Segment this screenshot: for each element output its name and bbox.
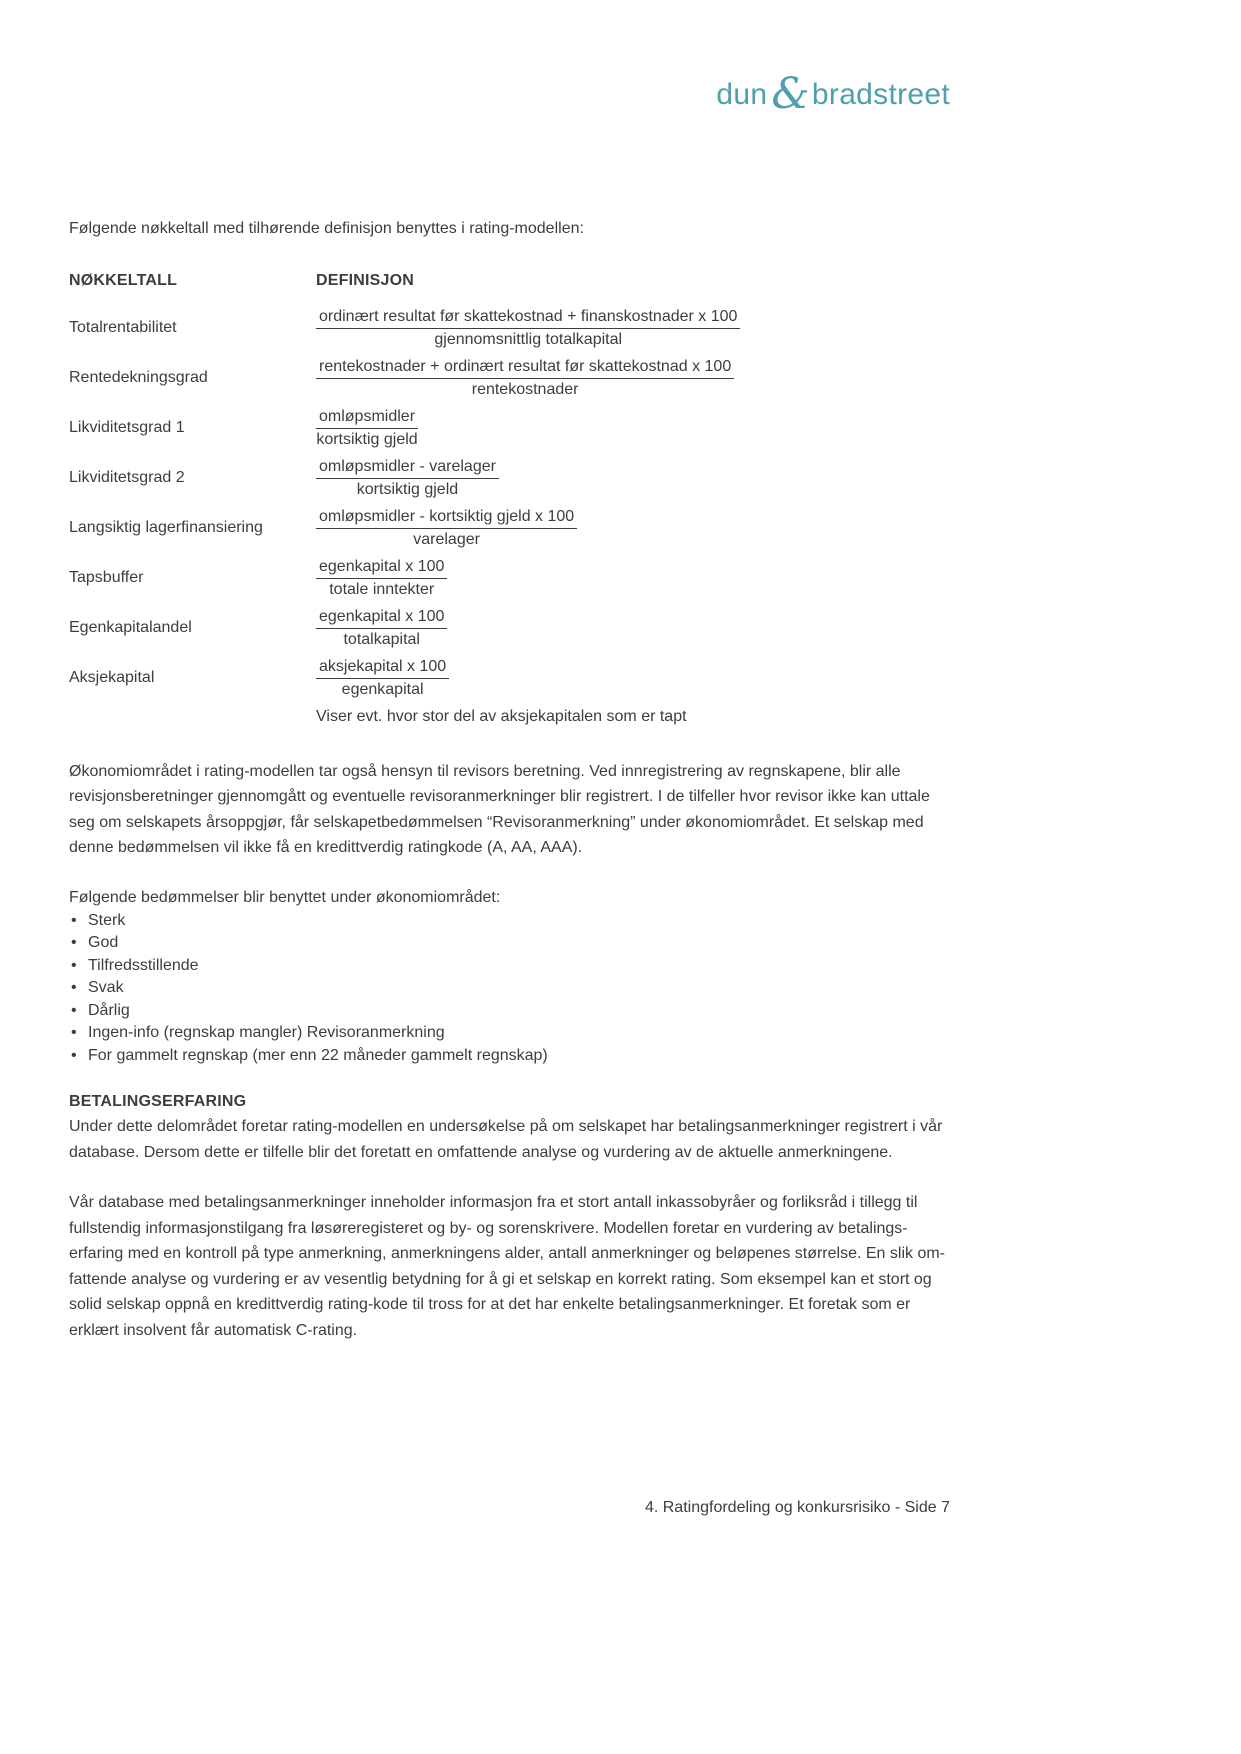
assessment-item [69,910,950,933]
ratio-row [69,556,950,600]
logo-word-dun: dun [716,78,768,111]
assessment-item-label: Ingen-info (regnskap mangler) Revisoranmerkning [88,1024,445,1041]
ratio-label: Likviditetsgrad 2 [69,469,185,486]
assessment-item-label: Sterk [88,911,126,929]
assessment-item [69,1045,950,1068]
fraction-numerator: omløpsmidler - kortsiktig gjeld x 100 [316,506,577,529]
ratio-label: Langsiktig lagerfinansiering [69,519,263,536]
ratio-fraction [316,406,418,450]
ratio-table-header [69,272,950,290]
column-header-nokkeltall: NØKKELTALL [69,271,178,289]
ratio-label: Aksjekapital [69,669,155,686]
aksjekapital-note-row [69,706,950,727]
assessment-item [69,1000,950,1023]
fraction-numerator: ordinært resultat før skattekostnad + finanskostnader x 100 [316,306,740,329]
fraction-denominator: varelager [413,530,480,548]
assessment-list-intro: Følgende bedømmelser blir benyttet under økonomiområdet: [69,888,501,906]
ratio-rows [69,306,950,700]
assessment-item [69,1022,950,1045]
assessment-item-label: For gammelt regnskap (mer enn 22 måneder gammelt regnskap) [88,1046,548,1064]
ratio-label: Tapsbuffer [69,569,144,586]
ratio-row [69,406,950,450]
assessment-item-label: Tilfredsstillende [88,956,199,974]
ratio-fraction [316,506,577,550]
bullet-icon: • [71,1024,77,1041]
ratio-label: Egenkapitalandel [69,619,192,636]
page-footer: 4. Ratingfordeling og konkursrisiko - Side 7 [644,1499,950,1516]
ratio-label: Rentedekningsgrad [69,369,208,386]
ratio-label: Totalrentabilitet [69,319,177,336]
economy-paragraph: Økonomiområdet i rating-modellen tar også hensyn til revisors beretning. Ved innregistrering av regnskapene, blir alle revisjonsberetninger gjennomgått og eventuelle revisoranmerkninger blir registrert. I de tilfeller hvor revisor ikke kan uttale seg om selskapets årsoppgjør, får selskapetbedømmelsen “Revisoranmerkning” under økonomiområdet. Et selskap med denne bedømmelsen vil ikke få en kredittverdig ratingkode (A, AA, AAA). [69,762,930,856]
fraction-denominator: rentekostnader [471,380,579,398]
fraction-denominator: egenkapital [341,680,424,698]
assessment-list [69,910,950,1068]
assessment-item [69,977,950,1000]
ratio-row [69,506,950,550]
note-spacer [69,706,316,727]
ratio-fraction [316,656,449,700]
fraction-numerator: rentekostnader + ordinært resultat før skattekostnad x 100 [316,356,734,379]
aksjekapital-note: Viser evt. hvor stor del av aksjekapitalen som er tapt [316,707,687,725]
bullet-icon: • [71,911,77,929]
logo-ampersand-icon: & [771,69,810,119]
fraction-denominator: kortsiktig gjeld [316,430,418,448]
bullet-icon: • [71,934,77,951]
ratio-fraction [316,456,499,500]
page-content [69,0,950,1343]
ratio-fraction [316,356,734,400]
assessment-item [69,932,950,955]
logo-word-bradstreet: bradstreet [811,78,950,111]
ratio-row [69,306,950,350]
assessment-item-label: Dårlig [88,1001,130,1019]
fraction-denominator: totalkapital [343,630,420,648]
fraction-numerator: omløpsmidler [316,406,418,429]
ratio-label: Likviditetsgrad 1 [69,419,185,436]
fraction-denominator: totale inntekter [329,580,435,598]
fraction-numerator: aksjekapital x 100 [316,656,449,679]
assessment-item-label: Svak [88,979,124,996]
fraction-numerator: omløpsmidler - varelager [316,456,499,479]
assessment-item-label: God [88,934,119,951]
bullet-icon: • [71,956,77,974]
fraction-denominator: kortsiktig gjeld [356,480,459,498]
ratio-fraction [316,606,447,650]
ratio-fraction [316,306,740,350]
ratio-row [69,606,950,650]
assessment-item [69,955,950,978]
ratio-row [69,656,950,700]
column-header-definisjon: DEFINISJON [316,271,415,289]
fraction-denominator: gjennomsnittlig totalkapital [434,330,623,348]
fraction-numerator: egenkapital x 100 [316,556,447,579]
fraction-numerator: egenkapital x 100 [316,606,447,629]
ratio-fraction [316,556,447,600]
bullet-icon: • [71,979,77,996]
payment-paragraph-1: Under dette delområdet foretar rating-modellen en undersøkelse på om selskapet har betalingsanmerkninger registrert i vår database. Dersom dette er tilfelle blir det foretatt en omfattende analyse og vurdering av de aktuelle anmerkningene. [69,1118,943,1161]
dun-bradstreet-logo [69,0,950,119]
betalingserfaring-heading: BETALINGSERFARING [69,1093,247,1110]
bullet-icon: • [71,1001,77,1019]
ratio-row [69,356,950,400]
ratio-row [69,456,950,500]
bullet-icon: • [71,1046,77,1064]
intro-text: Følgende nøkkeltall med tilhørende definisjon benyttes i rating-modellen: [69,220,584,237]
payment-paragraph-2: Vår database med betalingsanmerkninger inneholder informasjon fra et stort antall inkassobyråer og forliksråd i tillegg til fullstendig informasjonstilgang fra løsøreregisteret og by- og sorenskrivere. Modellen foretar en vurdering av betalings- erfaring med en kontroll på type anmerkning, anmerkningens alder, antall anmerkninger og beløpenes størrelse. En slik om- fattende analyse og vurdering er av vesentlig betydning for å gi et selskap en korrekt rating. Som eksempel kan et stort og solid selskap oppnå en kredittverdig rating-kode til tross for at det har enkelte betalingsanmerkninger. Et foretak som er erklært insolvent får automatisk C-rating. [69,1194,945,1339]
